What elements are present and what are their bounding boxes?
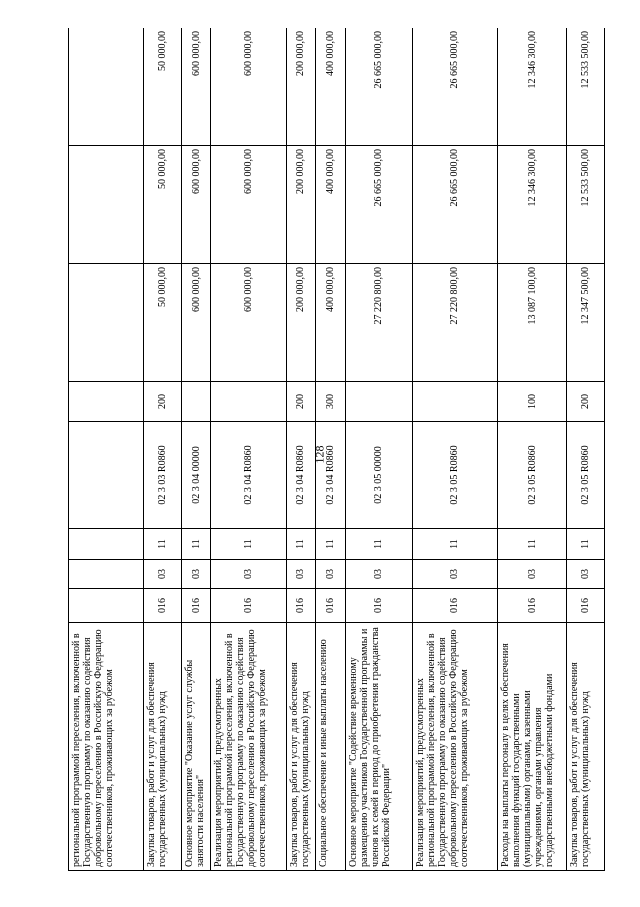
row-target-article-cell: 02 3 04 00000 bbox=[181, 422, 210, 529]
row-expense-type-cell: 300 bbox=[316, 382, 345, 422]
row-amount-year2-cell: 50 000,00 bbox=[144, 146, 182, 264]
row-target-article-cell: 02 3 04 R0860 bbox=[286, 422, 315, 529]
row-expense-type-cell: 200 bbox=[567, 382, 605, 422]
row-amount-year3-cell: 600 000,00 bbox=[181, 28, 210, 146]
row-grbs-cell: 016 bbox=[211, 589, 286, 623]
row-amount-year1-cell: 12 347 500,00 bbox=[567, 264, 605, 382]
row-name-cell: Закупка товаров, работ и услуг для обеспечения государственных (муниципальных) нужд bbox=[567, 623, 605, 871]
row-grbs-cell bbox=[69, 589, 144, 623]
row-amount-year1-cell: 400 000,00 bbox=[316, 264, 345, 382]
row-subsection-cell: 11 bbox=[181, 529, 210, 560]
row-subsection-cell bbox=[69, 529, 144, 560]
row-subsection-cell: 11 bbox=[144, 529, 182, 560]
row-section-cell: 03 bbox=[412, 560, 497, 589]
row-expense-type-cell bbox=[412, 382, 497, 422]
table-row bbox=[69, 28, 144, 871]
row-expense-type-cell bbox=[211, 382, 286, 422]
row-amount-year3-cell: 400 000,00 bbox=[316, 28, 345, 146]
row-name-cell: Реализация мероприятий, предусмотренных региональной программой переселения, включенной в Государственную программу по оказанию содействия добровольному переселению в Российскую Федерацию соотечественников, проживающих за рубежом bbox=[412, 623, 497, 871]
row-expense-type-cell bbox=[345, 382, 412, 422]
row-section-cell: 03 bbox=[345, 560, 412, 589]
table-row bbox=[316, 28, 345, 871]
row-section-cell: 03 bbox=[144, 560, 182, 589]
row-subsection-cell: 11 bbox=[412, 529, 497, 560]
row-amount-year2-cell: 26 665 000,00 bbox=[412, 146, 497, 264]
table-row bbox=[412, 28, 497, 871]
row-name-cell: Основное мероприятие "Оказание услуг службы занятости населения" bbox=[181, 623, 210, 871]
row-amount-year1-cell: 600 000,00 bbox=[181, 264, 210, 382]
budget-table bbox=[68, 28, 605, 871]
row-grbs-cell: 016 bbox=[412, 589, 497, 623]
row-amount-year2-cell: 12 346 300,00 bbox=[498, 146, 567, 264]
table-row bbox=[211, 28, 286, 871]
row-name-cell: Социальное обеспечение и иные выплаты населению bbox=[316, 623, 345, 871]
row-expense-type-cell bbox=[69, 382, 144, 422]
row-section-cell: 03 bbox=[498, 560, 567, 589]
table-row bbox=[286, 28, 315, 871]
table-row bbox=[345, 28, 412, 871]
row-amount-year1-cell: 27 220 800,00 bbox=[412, 264, 497, 382]
row-name-cell: Закупка товаров, работ и услуг для обеспечения государственных (муниципальных) нужд bbox=[144, 623, 182, 871]
row-expense-type-cell: 200 bbox=[286, 382, 315, 422]
row-subsection-cell: 11 bbox=[316, 529, 345, 560]
row-amount-year3-cell: 600 000,00 bbox=[211, 28, 286, 146]
table-row bbox=[567, 28, 605, 871]
row-amount-year2-cell: 600 000,00 bbox=[211, 146, 286, 264]
row-section-cell: 03 bbox=[316, 560, 345, 589]
row-grbs-cell: 016 bbox=[345, 589, 412, 623]
row-expense-type-cell: 100 bbox=[498, 382, 567, 422]
row-target-article-cell: 02 3 05 R0860 bbox=[498, 422, 567, 529]
row-subsection-cell: 11 bbox=[498, 529, 567, 560]
row-amount-year2-cell bbox=[69, 146, 144, 264]
row-amount-year2-cell: 600 000,00 bbox=[181, 146, 210, 264]
budget-table-container bbox=[68, 28, 605, 871]
budget-table-rotated bbox=[68, 28, 605, 871]
row-target-article-cell: 02 3 05 R0860 bbox=[567, 422, 605, 529]
row-target-article-cell: 02 3 05 00000 bbox=[345, 422, 412, 529]
row-subsection-cell: 11 bbox=[345, 529, 412, 560]
row-grbs-cell: 016 bbox=[498, 589, 567, 623]
row-target-article-cell: 02 3 04 R0860 bbox=[316, 422, 345, 529]
row-target-article-cell: 02 3 04 R0860 bbox=[211, 422, 286, 529]
row-amount-year1-cell: 600 000,00 bbox=[211, 264, 286, 382]
row-section-cell: 03 bbox=[567, 560, 605, 589]
row-amount-year3-cell: 26 665 000,00 bbox=[412, 28, 497, 146]
row-name-cell: Основное мероприятие "Содействие временному размещению участников Государственной программы и членов их семей в период до приобретения гражданства Российской Федерации" bbox=[345, 623, 412, 871]
row-section-cell: 03 bbox=[181, 560, 210, 589]
row-amount-year1-cell: 27 220 800,00 bbox=[345, 264, 412, 382]
row-amount-year2-cell: 12 533 500,00 bbox=[567, 146, 605, 264]
row-name-cell: региональной программой переселения, включенной в Государственную программу по оказанию содействия добровольному переселению в Российскую Федерацию соотечественников, проживающих за рубежом bbox=[69, 623, 144, 871]
row-expense-type-cell bbox=[181, 382, 210, 422]
row-expense-type-cell: 200 bbox=[144, 382, 182, 422]
row-grbs-cell: 016 bbox=[286, 589, 315, 623]
row-section-cell: 03 bbox=[211, 560, 286, 589]
row-name-cell: Расходы на выплаты персоналу в целях обеспечения выполнения функций государственными (муниципальными) органами, казенными учреждениями, органами управления государственными внебюджетными фондами bbox=[498, 623, 567, 871]
row-grbs-cell: 016 bbox=[144, 589, 182, 623]
row-amount-year3-cell: 12 346 300,00 bbox=[498, 28, 567, 146]
row-target-article-cell bbox=[69, 422, 144, 529]
row-amount-year1-cell bbox=[69, 264, 144, 382]
row-amount-year3-cell: 200 000,00 bbox=[286, 28, 315, 146]
row-grbs-cell: 016 bbox=[567, 589, 605, 623]
row-amount-year1-cell: 13 087 100,00 bbox=[498, 264, 567, 382]
table-row bbox=[181, 28, 210, 871]
row-section-cell bbox=[69, 560, 144, 589]
row-grbs-cell: 016 bbox=[316, 589, 345, 623]
row-target-article-cell: 02 3 05 R0860 bbox=[412, 422, 497, 529]
row-target-article-cell: 02 3 03 R0860 bbox=[144, 422, 182, 529]
row-amount-year3-cell: 12 533 500,00 bbox=[567, 28, 605, 146]
row-amount-year3-cell: 26 665 000,00 bbox=[345, 28, 412, 146]
row-section-cell: 03 bbox=[286, 560, 315, 589]
row-grbs-cell: 016 bbox=[181, 589, 210, 623]
row-amount-year2-cell: 400 000,00 bbox=[316, 146, 345, 264]
row-amount-year2-cell: 200 000,00 bbox=[286, 146, 315, 264]
row-amount-year1-cell: 200 000,00 bbox=[286, 264, 315, 382]
table-row bbox=[144, 28, 182, 871]
table-row bbox=[498, 28, 567, 871]
row-name-cell: Реализация мероприятий, предусмотренных региональной программой переселения, включенной в Государственную программу по оказанию содействия добровольному переселению в Российскую Федерацию соотечественников, проживающих за рубежом bbox=[211, 623, 286, 871]
row-subsection-cell: 11 bbox=[286, 529, 315, 560]
row-amount-year3-cell: 50 000,00 bbox=[144, 28, 182, 146]
row-amount-year3-cell bbox=[69, 28, 144, 146]
row-name-cell: Закупка товаров, работ и услуг для обеспечения государственных (муниципальных) нужд bbox=[286, 623, 315, 871]
budget-table-body bbox=[69, 28, 605, 871]
row-subsection-cell: 11 bbox=[211, 529, 286, 560]
row-amount-year2-cell: 26 665 000,00 bbox=[345, 146, 412, 264]
row-amount-year1-cell: 50 000,00 bbox=[144, 264, 182, 382]
page-number-text: 128 bbox=[312, 445, 327, 464]
row-subsection-cell: 11 bbox=[567, 529, 605, 560]
